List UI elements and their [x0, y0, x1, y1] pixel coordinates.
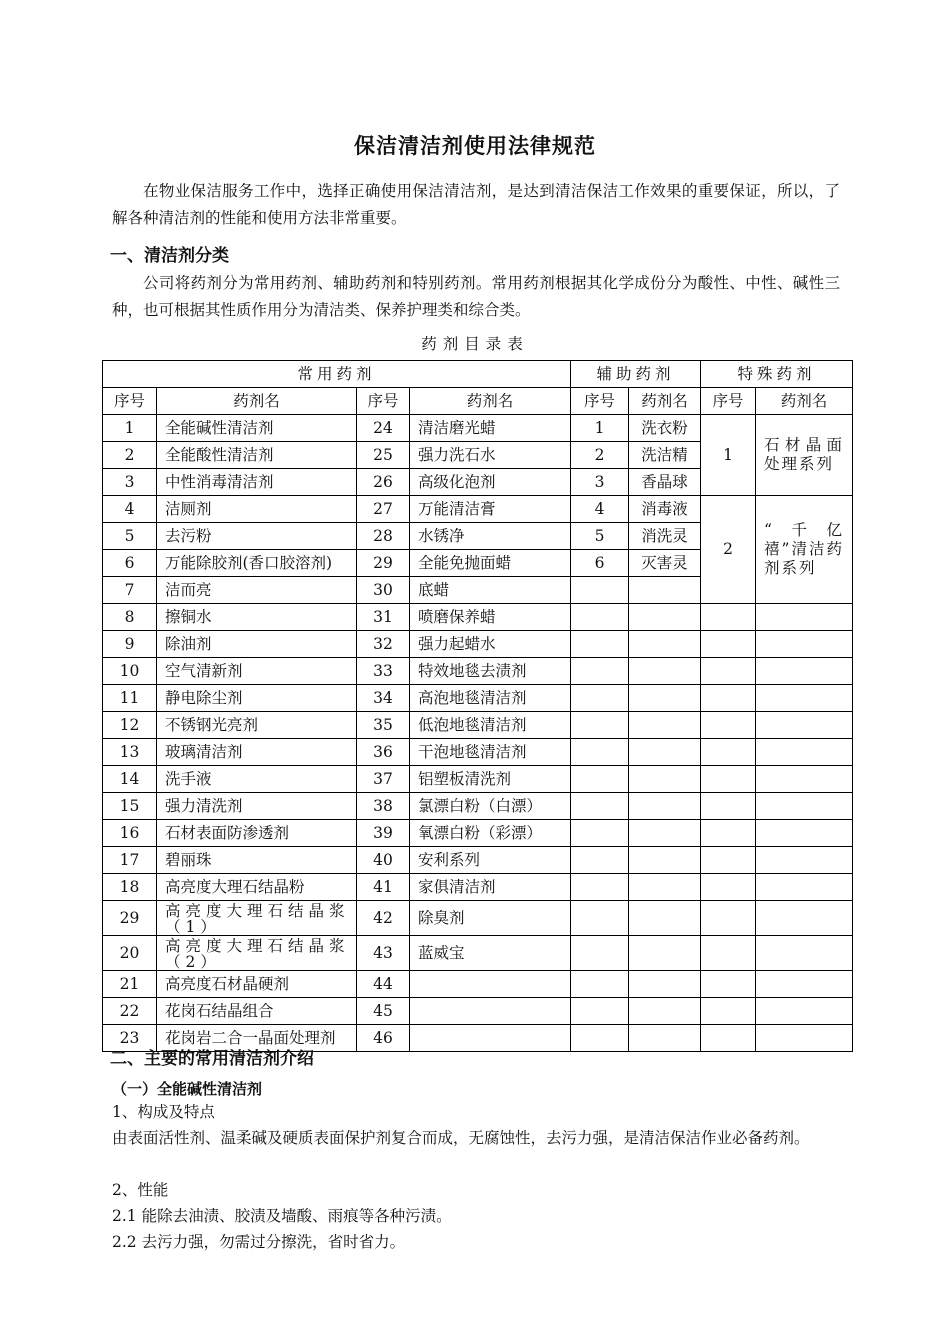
serial-number-cell: 38 [357, 793, 410, 820]
serial-number-cell: 3 [571, 469, 629, 496]
column-header: 序号 [571, 388, 629, 415]
chemical-name-cell [629, 874, 701, 901]
serial-number-cell [571, 971, 629, 998]
chemical-name-cell [629, 847, 701, 874]
table-row [103, 496, 853, 523]
chemical-name-cell: 全能碱性清洁剂 [157, 415, 357, 442]
chemical-name-cell: 特效地毯去渍剂 [410, 658, 571, 685]
serial-number-cell: 35 [357, 712, 410, 739]
serial-number-cell [571, 631, 629, 658]
serial-number-cell: 16 [103, 820, 157, 847]
chemical-name-cell: 强力起蜡水 [410, 631, 571, 658]
table-row [103, 604, 853, 631]
item-composition-heading: 1、构成及特点 [112, 1103, 215, 1121]
chemical-name-cell: 水锈净 [410, 523, 571, 550]
chemical-name-cell: 喷磨保养蜡 [410, 604, 571, 631]
serial-number-cell: 14 [103, 766, 157, 793]
serial-number-cell: 42 [357, 901, 410, 936]
serial-number-cell: 46 [357, 1025, 410, 1052]
empty-cell [701, 1025, 756, 1052]
empty-cell [756, 793, 853, 820]
serial-number-cell: 2 [571, 442, 629, 469]
chemical-name-cell: 石材表面防渗透剂 [157, 820, 357, 847]
chemical-name-cell: 高泡地毯清洁剂 [410, 685, 571, 712]
serial-number-cell: 12 [103, 712, 157, 739]
chemical-name-cell [410, 1025, 571, 1052]
empty-cell [701, 604, 756, 631]
table-row [103, 766, 853, 793]
serial-number-cell: 30 [357, 577, 410, 604]
chemical-name-cell [629, 658, 701, 685]
table-row [103, 820, 853, 847]
table-row [103, 712, 853, 739]
serial-number-cell: 21 [103, 971, 157, 998]
chemical-name-cell: 去污粉 [157, 523, 357, 550]
serial-number-cell: 18 [103, 874, 157, 901]
empty-cell [756, 658, 853, 685]
column-header: 序号 [357, 388, 410, 415]
chemical-name-cell [629, 631, 701, 658]
chemical-name-cell [629, 971, 701, 998]
chemical-name-cell: 底蜡 [410, 577, 571, 604]
chemical-name-cell: 不锈钢光亮剂 [157, 712, 357, 739]
group-common: 常用药剂 [103, 361, 571, 388]
column-header: 序号 [701, 388, 756, 415]
chemical-name-cell: 擦铜水 [157, 604, 357, 631]
serial-number-cell: 9 [103, 631, 157, 658]
serial-number-cell: 25 [357, 442, 410, 469]
serial-number-cell: 37 [357, 766, 410, 793]
table-caption: 药剂目录表 [421, 335, 529, 353]
serial-number-cell [571, 847, 629, 874]
table-row [103, 658, 853, 685]
chemical-name-cell [410, 998, 571, 1025]
serial-number-cell [571, 739, 629, 766]
serial-number-cell: 28 [357, 523, 410, 550]
empty-cell [756, 1025, 853, 1052]
serial-number-cell [571, 874, 629, 901]
empty-cell [756, 998, 853, 1025]
serial-number-cell: 5 [103, 523, 157, 550]
empty-cell [756, 936, 853, 971]
section-heading-classification: 一、清洁剂分类 [110, 246, 229, 266]
chemical-name-cell [629, 577, 701, 604]
serial-number-cell: 26 [357, 469, 410, 496]
empty-cell [756, 631, 853, 658]
empty-cell [701, 998, 756, 1025]
chemical-name-cell: 高亮度大理石结晶浆（1） [157, 901, 357, 936]
special-name-cell: “千亿禧”清洁药剂系列 [756, 496, 853, 604]
table-row [103, 874, 853, 901]
chemical-name-cell: 清洁磨光蜡 [410, 415, 571, 442]
chemical-name-cell: 除油剂 [157, 631, 357, 658]
chemical-name-cell [629, 901, 701, 936]
serial-number-cell: 6 [103, 550, 157, 577]
serial-number-cell [571, 998, 629, 1025]
table-row [103, 415, 853, 442]
serial-number-cell [571, 901, 629, 936]
column-header: 药剂名 [756, 388, 853, 415]
group-special: 特殊药剂 [701, 361, 853, 388]
classification-paragraph: 公司将药剂分为常用药剂、辅助药剂和特别药剂。常用药剂根据其化学成份分为酸性、中性、碱性三种，也可根据其性质作用分为清洁类、保养护理类和综合类。 [112, 274, 840, 319]
empty-cell [701, 631, 756, 658]
chemical-name-cell: 洁厕剂 [157, 496, 357, 523]
serial-number-cell [571, 820, 629, 847]
chemical-name-cell: 洁而亮 [157, 577, 357, 604]
serial-number-cell: 27 [357, 496, 410, 523]
chemical-name-cell [629, 739, 701, 766]
empty-cell [756, 874, 853, 901]
serial-number-cell [571, 766, 629, 793]
serial-number-cell: 22 [103, 998, 157, 1025]
chemical-name-cell: 万能除胶剂(香口胶溶剂) [157, 550, 357, 577]
serial-number-cell: 11 [103, 685, 157, 712]
table-row [103, 739, 853, 766]
chemical-name-cell: 玻璃清洁剂 [157, 739, 357, 766]
serial-number-cell: 29 [357, 550, 410, 577]
empty-cell [756, 604, 853, 631]
serial-number-cell: 34 [357, 685, 410, 712]
empty-cell [701, 658, 756, 685]
chemical-name-cell: 碧丽珠 [157, 847, 357, 874]
chemical-name-cell [629, 998, 701, 1025]
chemical-name-cell: 消毒液 [629, 496, 701, 523]
serial-number-cell: 13 [103, 739, 157, 766]
subsection-heading-alkaline: （一）全能碱性清洁剂 [112, 1080, 263, 1098]
empty-cell [701, 971, 756, 998]
chemical-name-cell: 氯漂白粉（白漂） [410, 793, 571, 820]
serial-number-cell [571, 1025, 629, 1052]
empty-cell [756, 739, 853, 766]
item-composition-text: 由表面活性剂、温柔碱及硬质表面保护剂复合而成，无腐蚀性，去污力强，是清洁保洁作业必备药剂。 [112, 1129, 810, 1147]
chemical-name-cell: 花岗石结晶组合 [157, 998, 357, 1025]
empty-cell [701, 901, 756, 936]
chemical-name-cell [410, 971, 571, 998]
table-row [103, 901, 853, 936]
special-serial-cell: 1 [701, 415, 756, 496]
empty-cell [701, 793, 756, 820]
serial-number-cell: 41 [357, 874, 410, 901]
empty-cell [701, 847, 756, 874]
chemical-name-cell: 消洗灵 [629, 523, 701, 550]
column-header: 药剂名 [410, 388, 571, 415]
chemical-name-cell: 高亮度石材晶硬剂 [157, 971, 357, 998]
serial-number-cell: 32 [357, 631, 410, 658]
chemical-name-cell: 全能免抛面蜡 [410, 550, 571, 577]
serial-number-cell: 36 [357, 739, 410, 766]
section-heading-introduction: 二、主要的常用清洁剂介绍 [110, 1049, 314, 1069]
table-row [103, 793, 853, 820]
serial-number-cell: 10 [103, 658, 157, 685]
chemical-name-cell [629, 604, 701, 631]
column-header: 序号 [103, 388, 157, 415]
group-header-row [103, 361, 853, 388]
empty-cell [701, 820, 756, 847]
chemical-name-cell: 干泡地毯清洁剂 [410, 739, 571, 766]
empty-cell [701, 874, 756, 901]
chemical-name-cell [629, 793, 701, 820]
table-row [103, 685, 853, 712]
chemical-name-cell [629, 820, 701, 847]
chemical-name-cell: 高亮度大理石结晶浆（2） [157, 936, 357, 971]
chemical-name-cell [629, 766, 701, 793]
serial-number-cell: 8 [103, 604, 157, 631]
chemical-name-cell: 香晶球 [629, 469, 701, 496]
special-name-cell: 石材晶面处理系列 [756, 415, 853, 496]
serial-number-cell: 44 [357, 971, 410, 998]
serial-number-cell [571, 793, 629, 820]
serial-number-cell: 15 [103, 793, 157, 820]
serial-number-cell: 4 [571, 496, 629, 523]
chemical-name-cell: 除臭剂 [410, 901, 571, 936]
serial-number-cell: 23 [103, 1025, 157, 1052]
chemical-name-cell: 静电除尘剂 [157, 685, 357, 712]
group-auxiliary: 辅助药剂 [571, 361, 701, 388]
chemical-name-cell [629, 685, 701, 712]
table-row [103, 936, 853, 971]
empty-cell [756, 847, 853, 874]
chemical-name-cell: 高级化泡剂 [410, 469, 571, 496]
serial-number-cell: 2 [103, 442, 157, 469]
serial-number-cell: 4 [103, 496, 157, 523]
empty-cell [756, 685, 853, 712]
intro-paragraph: 在物业保洁服务工作中，选择正确使用保洁清洁剂，是达到清洁保洁工作效果的重要保证，所以，了解各种清洁剂的性能和使用方法非常重要。 [112, 182, 840, 227]
empty-cell [756, 971, 853, 998]
serial-number-cell: 29 [103, 901, 157, 936]
serial-number-cell: 3 [103, 469, 157, 496]
chemical-name-cell [629, 712, 701, 739]
chemical-name-cell: 铝塑板清洗剂 [410, 766, 571, 793]
serial-number-cell: 6 [571, 550, 629, 577]
chemical-name-cell: 安利系列 [410, 847, 571, 874]
empty-cell [701, 712, 756, 739]
serial-number-cell: 7 [103, 577, 157, 604]
chemical-name-cell [629, 1025, 701, 1052]
empty-cell [701, 685, 756, 712]
chemical-name-cell: 洗手液 [157, 766, 357, 793]
chemical-name-cell: 洗洁精 [629, 442, 701, 469]
serial-number-cell [571, 685, 629, 712]
chemical-name-cell: 蓝威宝 [410, 936, 571, 971]
empty-cell [701, 766, 756, 793]
chemical-name-cell: 强力洗石水 [410, 442, 571, 469]
serial-number-cell [571, 604, 629, 631]
serial-number-cell: 24 [357, 415, 410, 442]
performance-point-2: 2.2 去污力强，勿需过分擦洗，省时省力。 [112, 1233, 406, 1251]
serial-number-cell: 5 [571, 523, 629, 550]
table-row [103, 971, 853, 998]
table-row [103, 847, 853, 874]
table-row [103, 998, 853, 1025]
column-header: 药剂名 [629, 388, 701, 415]
serial-number-cell: 40 [357, 847, 410, 874]
chemical-name-cell: 万能清洁膏 [410, 496, 571, 523]
serial-number-cell: 45 [357, 998, 410, 1025]
serial-number-cell: 39 [357, 820, 410, 847]
chemical-name-cell: 低泡地毯清洁剂 [410, 712, 571, 739]
page-title: 保洁清洁剂使用法律规范 [354, 134, 596, 158]
serial-number-cell: 1 [103, 415, 157, 442]
serial-number-cell: 17 [103, 847, 157, 874]
serial-number-cell [571, 658, 629, 685]
empty-cell [701, 936, 756, 971]
special-serial-cell: 2 [701, 496, 756, 604]
performance-point-1: 2.1 能除去油渍、胶渍及墙酸、雨痕等各种污渍。 [112, 1207, 452, 1225]
chemical-name-cell: 氧漂白粉（彩漂） [410, 820, 571, 847]
chemical-name-cell: 中性消毒清洁剂 [157, 469, 357, 496]
chemical-name-cell: 花岗岩二合一晶面处理剂 [157, 1025, 357, 1052]
empty-cell [756, 901, 853, 936]
serial-number-cell: 1 [571, 415, 629, 442]
chemical-name-cell: 高亮度大理石结晶粉 [157, 874, 357, 901]
table-row [103, 631, 853, 658]
serial-number-cell: 33 [357, 658, 410, 685]
empty-cell [756, 766, 853, 793]
chemical-name-cell: 灭害灵 [629, 550, 701, 577]
column-header: 药剂名 [157, 388, 357, 415]
chemical-name-cell: 空气清新剂 [157, 658, 357, 685]
serial-number-cell [571, 936, 629, 971]
empty-cell [701, 739, 756, 766]
item-performance-heading: 2、性能 [112, 1181, 169, 1199]
serial-number-cell [571, 577, 629, 604]
serial-number-cell: 43 [357, 936, 410, 971]
column-header-row [103, 388, 853, 415]
chemical-name-cell: 家俱清洁剂 [410, 874, 571, 901]
serial-number-cell: 31 [357, 604, 410, 631]
chemical-name-cell: 强力清洗剂 [157, 793, 357, 820]
serial-number-cell: 20 [103, 936, 157, 971]
chemical-name-cell: 洗衣粉 [629, 415, 701, 442]
chemical-catalog-table [102, 360, 853, 1052]
chemical-name-cell: 全能酸性清洁剂 [157, 442, 357, 469]
empty-cell [756, 820, 853, 847]
chemical-name-cell [629, 936, 701, 971]
serial-number-cell [571, 712, 629, 739]
empty-cell [756, 712, 853, 739]
